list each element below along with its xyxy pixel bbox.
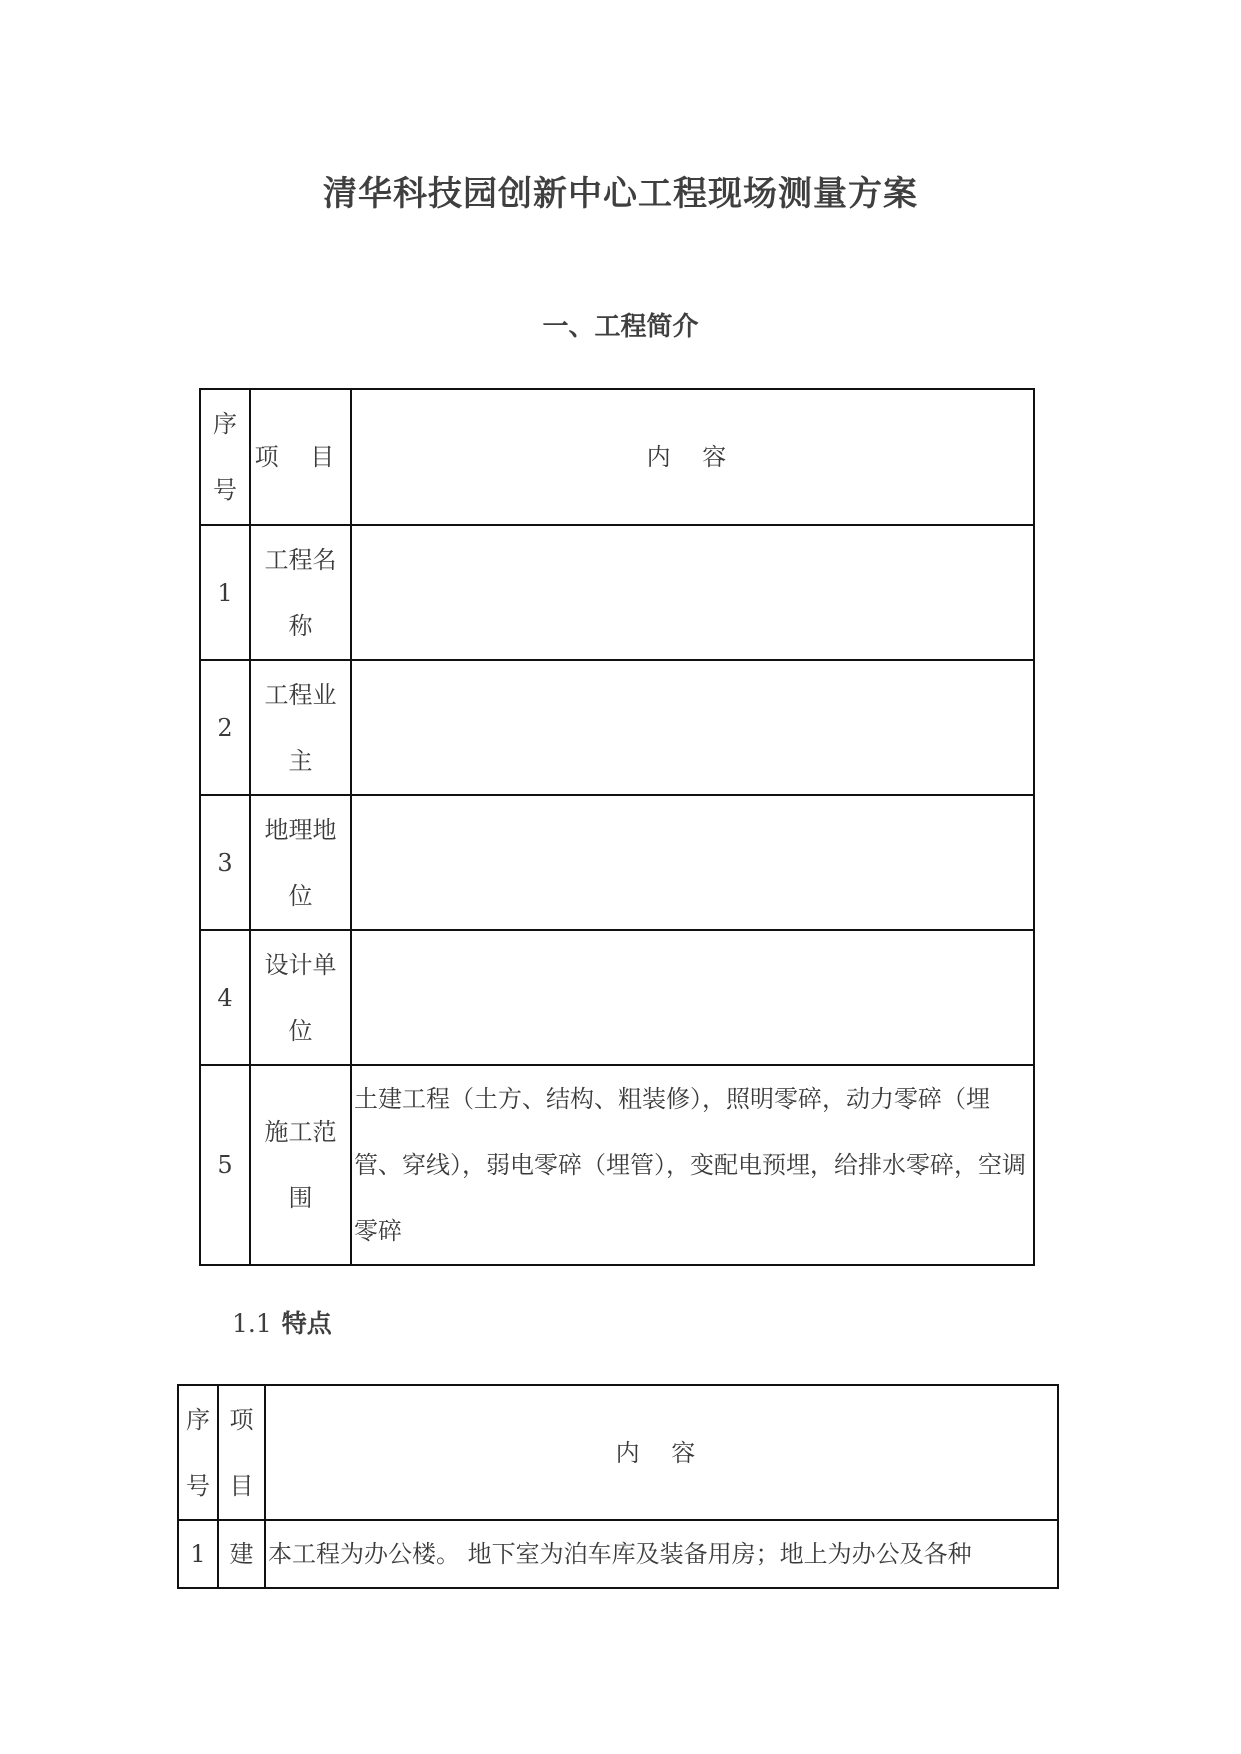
row-content (351, 795, 1034, 930)
row-seq: 1 (200, 525, 250, 660)
row-content: 土建工程（土方、结构、粗装修），照明零碎，动力零碎（埋管、穿线），弱电零碎（埋管），变配电预埋，给排水零碎，空调零碎 (351, 1065, 1034, 1265)
table-row (200, 930, 1034, 1065)
table-header-row (200, 389, 1034, 525)
project-overview-table (199, 388, 1035, 1266)
row-seq: 1 (178, 1520, 218, 1588)
row-content (351, 660, 1034, 795)
row-content (351, 930, 1034, 1065)
features-table (177, 1384, 1059, 1589)
row-seq: 2 (200, 660, 250, 795)
header-content: 内 容 (351, 389, 1034, 525)
table-row (200, 660, 1034, 795)
header-seq: 序号 (200, 389, 250, 525)
row-item: 设计单位 (250, 930, 351, 1065)
row-item: 施工范围 (250, 1065, 351, 1265)
row-item: 地理地位 (250, 795, 351, 930)
section-heading-overview: 一、工程简介 (542, 312, 699, 342)
row-seq: 4 (200, 930, 250, 1065)
header-content: 内 容 (265, 1385, 1058, 1520)
row-content: 本工程为办公楼。 地下室为泊车库及装备用房；地上为办公及各种 (265, 1520, 1058, 1588)
row-item: 工程名称 (250, 525, 351, 660)
header-item: 项目 (218, 1385, 265, 1520)
table-row (200, 1065, 1034, 1265)
subsection-title: 特点 (281, 1309, 332, 1338)
subsection-heading-features (232, 1304, 332, 1340)
table-header-row (178, 1385, 1058, 1520)
table-row (200, 795, 1034, 930)
row-content (351, 525, 1034, 660)
table-row (178, 1520, 1058, 1588)
row-seq: 5 (200, 1065, 250, 1265)
header-item: 项 目 (250, 389, 351, 525)
row-seq: 3 (200, 795, 250, 930)
subsection-number: 1.1 (232, 1309, 272, 1338)
table-row (200, 525, 1034, 660)
header-seq: 序号 (178, 1385, 218, 1520)
document-title: 清华科技园创新中心工程现场测量方案 (323, 174, 918, 214)
row-item: 工程业主 (250, 660, 351, 795)
row-item: 建 (218, 1520, 265, 1588)
